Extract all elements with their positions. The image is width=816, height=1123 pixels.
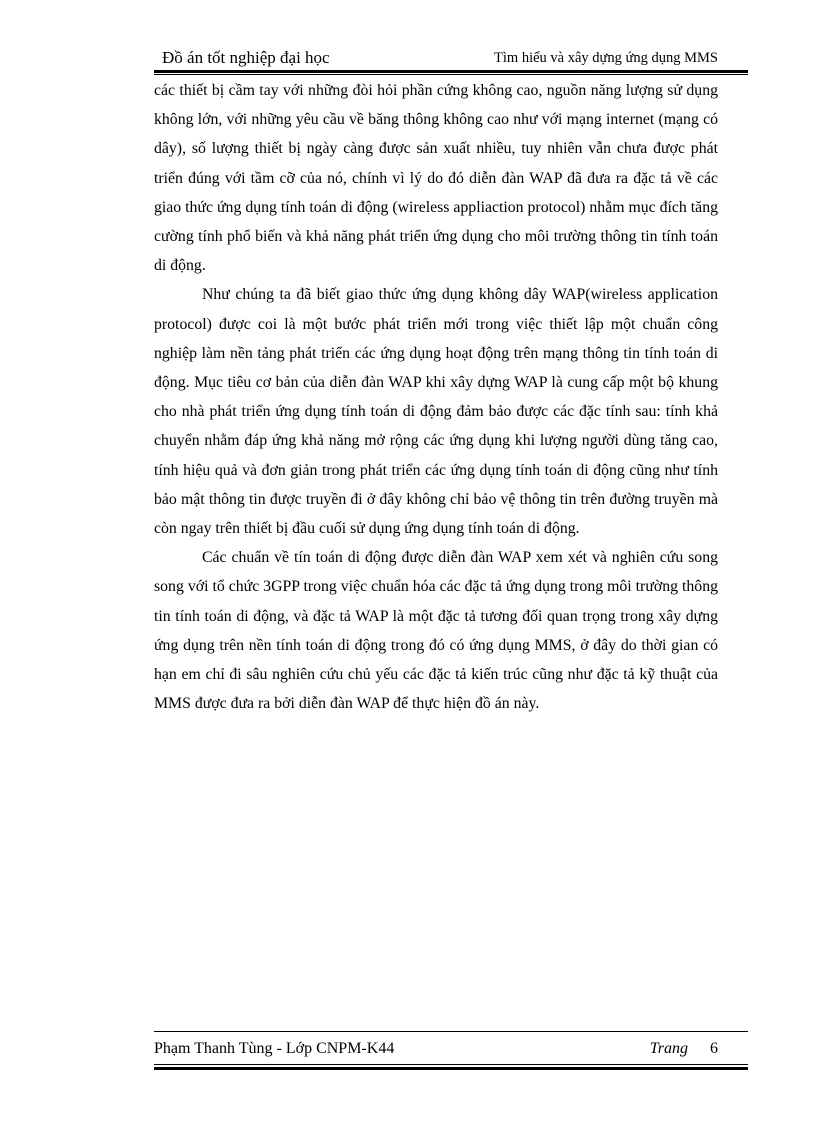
body-text	[154, 76, 718, 718]
footer-page-info	[650, 1040, 718, 1058]
page-header	[154, 48, 718, 70]
paragraph-1: các thiết bị cầm tay với những đòi hỏi phần cứng không cao, nguồn năng lượng sử dụng không lớn, với những yêu cầu về băng thông không cao như với mạng internet (mạng có dây), số lượng thiết bị ngày càng được sản xuất nhiều, tuy nhiên vẫn chưa được phát triển đúng với tầm cỡ của nó, chính vì lý do đó diễn đàn WAP đã đưa ra đặc tả về các giao thức ứng dụng tính toán di động (wireless appliaction protocol) nhằm mục đích tăng cường tính phổ biến và khả năng phát triển ứng dụng cho môi trường thông tin tính toán di động.	[154, 82, 718, 275]
page-footer	[154, 1040, 718, 1064]
footer-divider-thick	[154, 1067, 748, 1070]
footer-divider	[154, 1064, 748, 1065]
footer-page-number: 6	[710, 1040, 718, 1057]
footer-divider-thin	[154, 1031, 748, 1032]
header-thesis-title: Đồ án tốt nghiệp đại học	[162, 48, 330, 67]
header-divider-thin	[154, 74, 748, 75]
footer-page-label: Trang	[649, 1040, 688, 1057]
header-topic-title: Tìm hiểu và xây dựng ứng dụng MMS	[494, 50, 718, 66]
footer-author: Phạm Thanh Tùng - Lớp CNPM-K44	[154, 1040, 395, 1057]
paragraph-2: Như chúng ta đã biết giao thức ứng dụng không dây WAP(wireless application protocol) được coi là một bước phát triển mới trong việc thiết lập một chuẩn công nghiệp làm nền tảng phát triển các ứng dụng hoạt động trên mạng thông tin tính toán di động. Mục tiêu cơ bản của diễn đàn WAP khi xây dựng WAP là cung cấp một bộ khung cho nhà phát triển ứng dụng tính toán di động đảm bảo được các đặc tính sau: tính khả chuyển nhằm đáp ứng khả năng mở rộng các ứng dụng khi lượng người dùng tăng cao, tính hiệu quả và đơn giản trong phát triển các ứng dụng tính toán di động cũng như tính bảo mật thông tin được truyền đi ở đây không chỉ bảo vệ thông tin trên đường truyền mà còn ngay trên thiết bị đầu cuối sử dụng ứng dụng tính toán di động.	[154, 286, 718, 538]
paragraph-3: Các chuẩn về tín toán di động được diễn đàn WAP xem xét và nghiên cứu song song với tổ chức 3GPP trong việc chuẩn hóa các đặc tả ứng dụng trong môi trường thông tin tính toán di động, và đặc tả WAP là một đặc tả tương đối quan trọng trong xây dựng ứng dụng trên nền tính toán di động trong đó có ứng dụng MMS, ở đây do thời gian có hạn em chỉ đi sâu nghiên cứu chủ yếu các đặc tả kiến trúc cũng như đặc tả kỹ thuật của MMS được đưa ra bởi diễn đàn WAP để thực hiện đồ án này.	[154, 549, 718, 713]
header-divider	[154, 70, 748, 73]
